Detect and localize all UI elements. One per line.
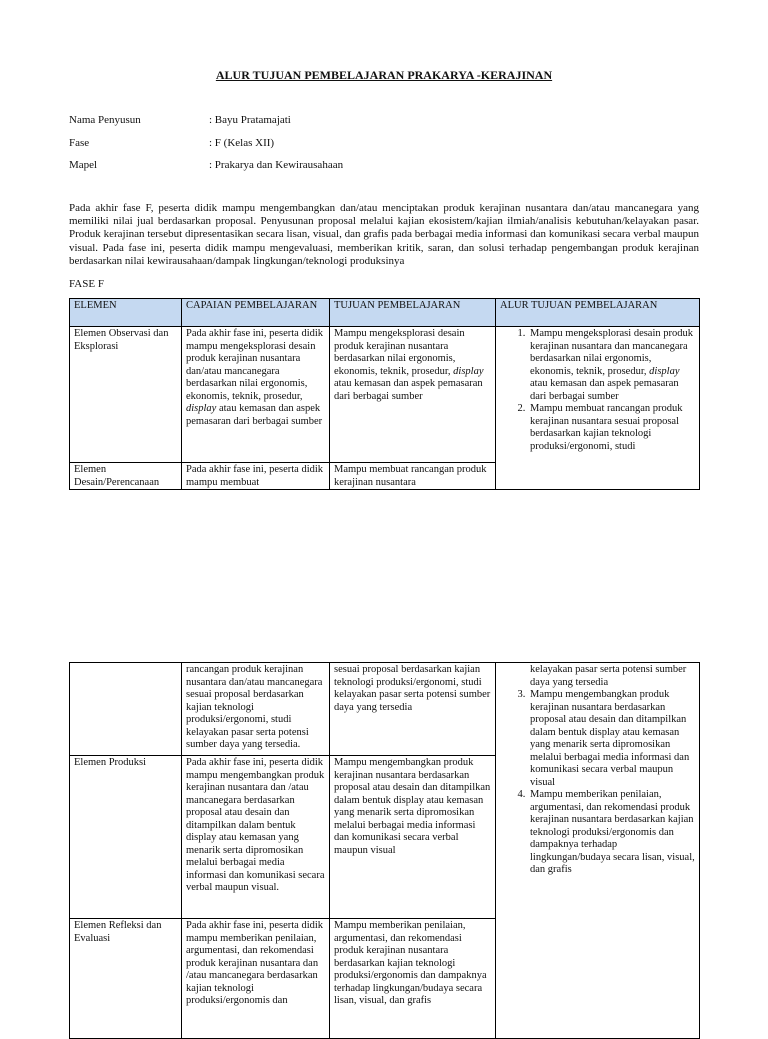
cell-elemen: Elemen Desain/Perencanaan (70, 463, 182, 490)
atp-table-page1 (69, 298, 700, 490)
atp-table-page2 (69, 662, 700, 1039)
cell-tujuan: Mampu mengeksplorasi desain produk kerajinan nusantara berdasarkan nilai ergonomis, ekonomis, teknik, prosedur, display atau kemasan dan aspek pemasaran dari berbagai sumber (330, 327, 496, 463)
header-tujuan: TUJUAN PEMBELAJARAN (330, 299, 496, 327)
list-item: 4. Mampu memberikan penilaian, argumentasi, dan rekomendasi produk kerajinan nusantara berdasarkan kajian teknologi produksi/ergonomis dan dampaknya terhadap lingkungan/budaya secara lisan, visual, dan grafis (528, 789, 695, 877)
cell-alur (496, 663, 700, 1039)
table-row (70, 327, 700, 463)
cell-elemen: Elemen Produksi (70, 756, 182, 919)
phase-label: FASE F (69, 278, 104, 290)
intro-paragraph: Pada akhir fase F, peserta didik mampu mengembangkan dan/atau menciptakan produk kerajinan nusantara dan/atau mancanegara yang memiliki nilai jual berdasarkan proposal. Penyusunan proposal melalui kajian ekosistem/kajian ilmiah/analisis kebutuhan/kelayakan pasar. Produk kerajinan tersebut dipresentasikan secara lisan, visual, dan grafis pada berbagai media informasi dan komunikasi secara verbal maupun visual. Pada fase ini, peserta didik mampu mengevaluasi, memberikan kritik, saran, dan solusi terhadap pengembangan produk kerajinan berdasarkan nilai kewirausahaan/dampak lingkungan/teknologi produksinya (69, 202, 699, 267)
cell-tujuan: Mampu memberikan penilaian, argumentasi, dan rekomendasi produk kerajinan nusantara berdasarkan kajian teknologi produksi/ergonomis dan dampaknya terhadap lingkungan/budaya secara lisan, visual, dan grafis (330, 919, 496, 1039)
cell-alur (496, 327, 700, 490)
header-alur: ALUR TUJUAN PEMBELAJARAN (496, 299, 700, 327)
list-item-continued: kelayakan pasar serta potensi sumber daya yang tersedia (530, 664, 687, 688)
list-item: 1. Mampu mengeksplorasi desain produk kerajinan nusantara dan mancanegara berdasarkan nilai ergonomis, ekonomis, teknik, prosedur, display atau kemasan dan aspek pemasaran dari berbagai sumber (528, 328, 695, 403)
cell-capaian: rancangan produk kerajinan nusantara dan/atau mancanegara sesuai proposal berdasarkan kajian teknologi produksi/ergonomi, studi kelayakan pasar serta potensi sumber daya yang tersedia. (182, 663, 330, 756)
cell-tujuan: Mampu membuat rancangan produk kerajinan nusantara (330, 463, 496, 490)
meta-value: : F (Kelas XII) (209, 137, 275, 149)
meta-label: Nama Penyusun (69, 114, 141, 126)
cell-capaian: Pada akhir fase ini, peserta didik mampu memberikan penilaian, argumentasi, dan rekomendasi produk kerajinan nusantara dan /atau mancanegara berdasarkan kajian teknologi produksi/ergonomis dan (182, 919, 330, 1039)
meta-label: Fase (69, 137, 90, 149)
table-row (70, 663, 700, 756)
meta-label: Mapel (69, 159, 98, 171)
cell-elemen: Elemen Refleksi dan Evaluasi (70, 919, 182, 1039)
cell-capaian: Pada akhir fase ini, peserta didik mampu mengembangkan produk kerajinan nusantara dan /atau mancanegara berdasarkan proposal atau desain dan ditampilkan dalam bentuk display atau kemasan yang menarik serta dipromosikan melalui berbagai media informasi dan komunikasi secara verbal maupun visual. (182, 756, 330, 919)
cell-elemen: Elemen Observasi dan Eksplorasi (70, 327, 182, 463)
meta-value: : Prakarya dan Kewirausahaan (209, 159, 344, 171)
meta-value: : Bayu Pratamajati (209, 114, 291, 126)
header-elemen: ELEMEN (70, 299, 182, 327)
list-item: 3. Mampu mengembangkan produk kerajinan nusantara berdasarkan proposal atau desain dan ditampilkan dalam bentuk display atau kemasan yang menarik serta dipromosikan melalui berbagai media informasi dan komunikasi secara verbal maupun visual (528, 689, 695, 789)
list-item: 2. Mampu membuat rancangan produk kerajinan nusantara sesuai proposal berdasarkan kajian teknologi produksi/ergonomi, studi (528, 403, 695, 453)
table-header-row (70, 299, 700, 327)
cell-capaian: Pada akhir fase ini, peserta didik mampu membuat (182, 463, 330, 490)
document-title: ALUR TUJUAN PEMBELAJARAN PRAKARYA -KERAJINAN (215, 68, 553, 82)
cell-capaian: Pada akhir fase ini, peserta didik mampu mengeksplorasi desain produk kerajinan nusantara dan/atau mancanegara berdasarkan nilai ergonomis, ekonomis, teknik, prosedur, display atau kemasan dan aspek pemasaran dari berbagai sumber (182, 327, 330, 463)
cell-tujuan: sesuai proposal berdasarkan kajian teknologi produksi/ergonomi, studi kelayakan pasar serta potensi sumber daya yang tersedia (330, 663, 496, 756)
cell-tujuan: Mampu mengembangkan produk kerajinan nusantara berdasarkan proposal atau desain dan ditampilkan dalam bentuk display atau kemasan yang menarik serta dipromosikan melalui berbagai media informasi dan komunikasi secara verbal maupun visual (330, 756, 496, 919)
header-capaian: CAPAIAN PEMBELAJARAN (182, 299, 330, 327)
cell-elemen (70, 663, 182, 756)
